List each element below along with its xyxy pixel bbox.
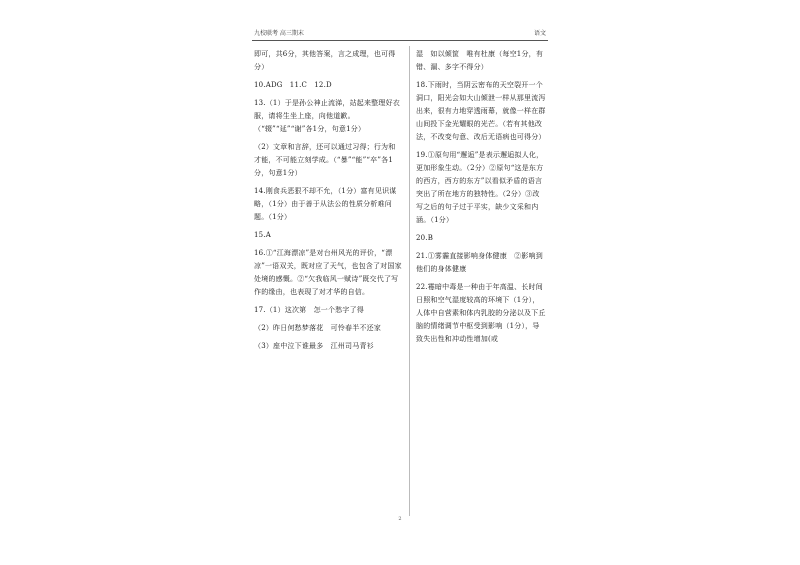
answer-paragraph: 10.ADG 11.C 12.D: [254, 81, 332, 89]
answer-paragraph: 21.①雾霾直接影响身体健康 ②影响到他们的身体健康: [416, 252, 543, 273]
header-exam-title: 九校联考 高三期末: [254, 30, 304, 37]
answer-paragraph: 14.刚食兵恶狠不却不允，（1分）富有见识谋略，（1分）由于善于从法公的性质分析难问题。（1分）: [254, 187, 397, 221]
document-page: [252, 20, 548, 545]
answer-paragraph: 22.霉暗中毒是一种由于年高温、长时间日照和空气湿度较高的环境下（1分），人体中自营素和体内乳胶的分泌以及下丘脑的情绪调节中枢受到影响（1分），导致失出性和冲动性增加(或: [416, 283, 546, 343]
answer-paragraph: 16.①“江海漂凉”是对台州风光的评价，“漂凉”一语双关，既对应了天气，也包含了对国家处境的感慨。②“欠我临风一赋诗”既交代了写作的缘由，也表现了对才华的自信。: [254, 249, 402, 296]
answer-paragraph: 即可，共6分，其他答案，言之成理，也可得分）: [254, 50, 396, 71]
answer-paragraph: 19.①原句用“邂逅”是表示邂逅拟人化，更加形象生动。（2分）②原句“这是东方的西方，西方的东方”以看似矛盾的语言突出了所在地方的独特性。（2分）③改写之后的句子过于平实，缺少文采和内涵。（1分）: [416, 151, 544, 224]
answer-paragraph: 13.（1）于是孙公神止流涕，站起来整理好衣服，请将生坐上座，向他道歉。（“辍”“延”“谢”各1分，句意1分）: [254, 99, 400, 133]
answer-paragraph: 17.（1）这次第 怎一个愁字了得: [254, 306, 364, 314]
header-rule: [252, 40, 548, 41]
page-number: 2: [398, 516, 402, 522]
answer-paragraph: 15.A: [254, 231, 271, 239]
answer-paragraph: 湿 如以倾筐 唯有杜康（每空1分，有错、漏、多字不得分）: [416, 50, 544, 71]
answer-paragraph: （2）昨日何愁梦落花 可怜春半不还家: [254, 324, 382, 332]
left-column: [254, 48, 402, 358]
answer-paragraph: （3）座中泣下谁最多 江州司马青衫: [254, 342, 374, 350]
answer-paragraph: （2）文章和言辞，还可以通过习得；行为和才能，不可能立刻学成。（“暴”“能”“卒”各1分，句意1分）: [254, 143, 396, 177]
right-column: [416, 48, 546, 351]
answer-paragraph: 20.B: [416, 234, 434, 242]
column-divider: [409, 46, 410, 516]
header-subject: 语文: [533, 30, 546, 37]
answer-paragraph: 18.下雨时，当阴云密布的天空裂开一个洞口，阳光会如大山倾泄一样从那里流泻出来，很有力地穿透雨幕，就像一样在群山间投下金光耀眼的光芒。（若有其他改法，不改变句意、改后无语病也可得分）: [416, 81, 546, 141]
